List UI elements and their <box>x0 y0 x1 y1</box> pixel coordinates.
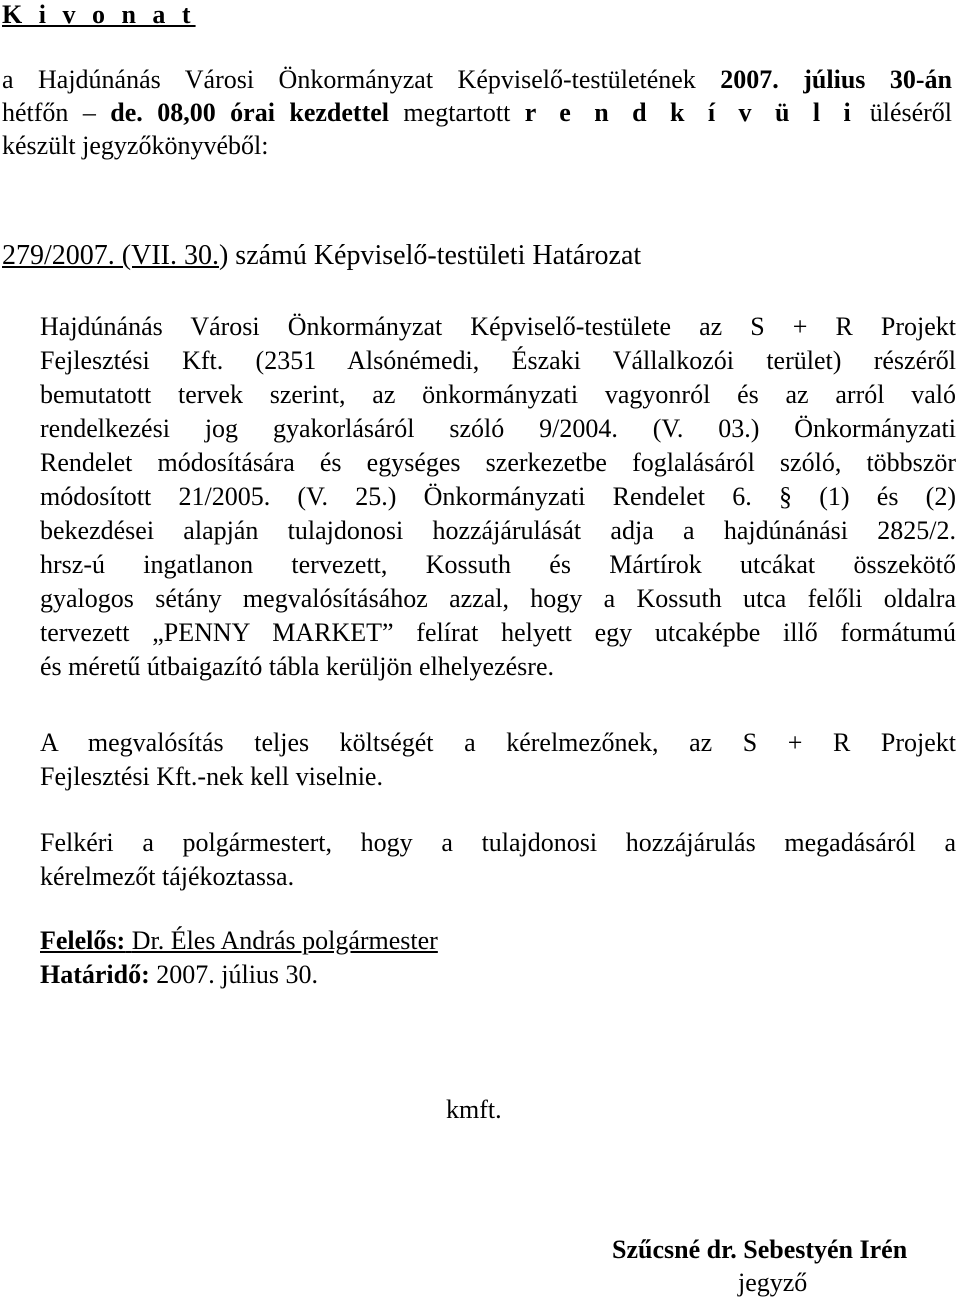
intro-line-3: készült jegyzőkönyvéből: <box>2 131 269 160</box>
intro-paragraph <box>2 63 952 162</box>
resolution-line: Rendelet módosítására és egységes szerkezetbe foglalásáról szóló, többször <box>40 448 956 477</box>
intro-text: megtartott <box>389 98 525 127</box>
request-line: kérelmezőt tájékoztassa. <box>40 862 295 891</box>
session-date: 2007. július 30-án <box>720 65 952 94</box>
resolution-line: Hajdúnánás Városi Önkormányzat Képviselő-testülete az S + R Projekt <box>40 312 956 341</box>
resolution-number: 279/2007. (VII. 30. <box>2 240 219 271</box>
resolution-line: tervezett „PENNY MARKET” felírat helyett egy utcaképbe illő formátumú <box>40 618 956 647</box>
resolution-heading <box>2 238 641 274</box>
document-title: K i v o n a t <box>2 0 196 29</box>
request-line: Felkéri a polgármestert, hogy a tulajdonosi hozzájárulás megadásáról a <box>40 828 956 857</box>
resolution-line: bekezdései alapján tulajdonosi hozzájárulását adja a hajdúnánási 2825/2. <box>40 516 956 545</box>
responsible-value: Dr. Éles András polgármester <box>131 926 438 955</box>
responsibility-block <box>40 924 438 992</box>
resolution-line: gyalogos sétány megvalósításához azzal, hogy a Kossuth utca felőli oldalra <box>40 584 956 613</box>
cost-line: A megvalósítás teljes költségét a kérelmezőnek, az S + R Projekt <box>40 728 956 757</box>
intro-line-1 <box>2 63 952 96</box>
cost-paragraph <box>40 726 956 794</box>
kmft-note: kmft. <box>446 1095 502 1124</box>
intro-line-2 <box>2 96 952 129</box>
resolution-heading-text: ) számú Képviselő-testületi Határozat <box>218 240 642 271</box>
intro-text: hétfőn – <box>2 98 111 127</box>
intro-text: a Hajdúnánás Városi Önkormányzat Képviselő-testületének <box>2 65 721 94</box>
signer-role: jegyző <box>738 1268 808 1297</box>
resolution-line: hrsz-ú ingatlanon tervezett, Kossuth és Mártírok utcákat összekötő <box>40 550 956 579</box>
responsible-label: Felelős: <box>40 926 126 955</box>
deadline-row <box>40 958 438 992</box>
request-paragraph <box>40 826 956 894</box>
deadline-label: Határidő: <box>40 960 150 989</box>
intro-text: üléséről <box>855 98 953 127</box>
resolution-line: és méretű útbaigazító tábla kerüljön elhelyezésre. <box>40 652 554 681</box>
resolution-line: Fejlesztési Kft. (2351 Alsónémedi, Északi Vállalkozói terület) részéről <box>40 346 956 375</box>
cost-line: Fejlesztési Kft.-nek kell viselnie. <box>40 762 383 791</box>
deadline-value: 2007. július 30. <box>156 960 319 989</box>
responsible-row <box>40 924 438 958</box>
session-time: de. 08,00 órai kezdettel <box>110 98 389 127</box>
resolution-body <box>40 310 956 684</box>
session-type: r e n d k í v ü l i <box>524 98 856 127</box>
resolution-line: bemutatott tervek szerint, az önkormányzati vagyonról és az arról való <box>40 380 956 409</box>
resolution-line: módosított 21/2005. (V. 25.) Önkormányzati Rendelet 6. § (1) és (2) <box>40 482 956 511</box>
signer-name: Szűcsné dr. Sebestyén Irén <box>612 1235 908 1264</box>
resolution-line: rendelkezési jog gyakorlásáról szóló 9/2004. (V. 03.) Önkormányzati <box>40 414 956 443</box>
